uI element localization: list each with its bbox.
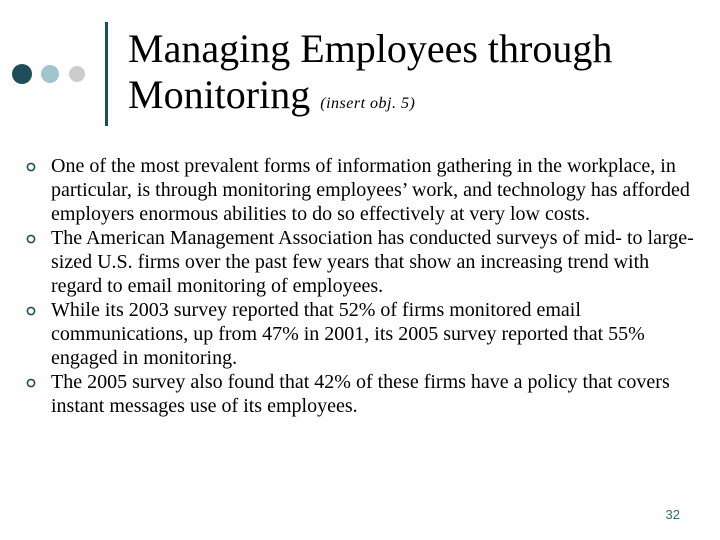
bullet-text: While its 2003 survey reported that 52% of firms monitored email communications, up from 47% in 2001, its 2005 survey reported that 55% engaged in monitoring. bbox=[51, 299, 645, 369]
bullet-item bbox=[26, 370, 702, 418]
circle-bullet-icon bbox=[26, 378, 36, 388]
slide-title bbox=[128, 26, 708, 127]
title-divider bbox=[105, 22, 108, 126]
dot-mid bbox=[41, 65, 59, 83]
dot-dark bbox=[12, 64, 32, 84]
title-note: (insert obj. 5) bbox=[320, 95, 416, 112]
bullet-text: One of the most prevalent forms of information gathering in the workplace, in particular, is through monitoring employees’ work, and technology has afforded employers enormous abilities to do so effectively at very low costs. bbox=[51, 155, 690, 225]
circle-bullet-icon bbox=[26, 306, 36, 316]
bullet-item bbox=[26, 154, 702, 226]
bullet-item bbox=[26, 226, 702, 298]
bullet-text: The American Management Association has conducted surveys of mid- to large-sized U.S. firms over the past few years that show an increasing trend with regard to email monitoring of employees. bbox=[51, 227, 694, 297]
bullet-item bbox=[26, 298, 702, 370]
dot-light bbox=[69, 66, 85, 82]
bullet-list bbox=[26, 154, 702, 418]
title-main: Managing Employees through Monitoring bbox=[128, 26, 613, 117]
decorative-dots bbox=[12, 64, 96, 84]
bullet-text: The 2005 survey also found that 42% of these firms have a policy that covers instant messages use of its employees. bbox=[51, 371, 670, 417]
slide-number: 32 bbox=[665, 507, 680, 522]
circle-bullet-icon bbox=[26, 234, 36, 244]
circle-bullet-icon bbox=[26, 162, 36, 172]
